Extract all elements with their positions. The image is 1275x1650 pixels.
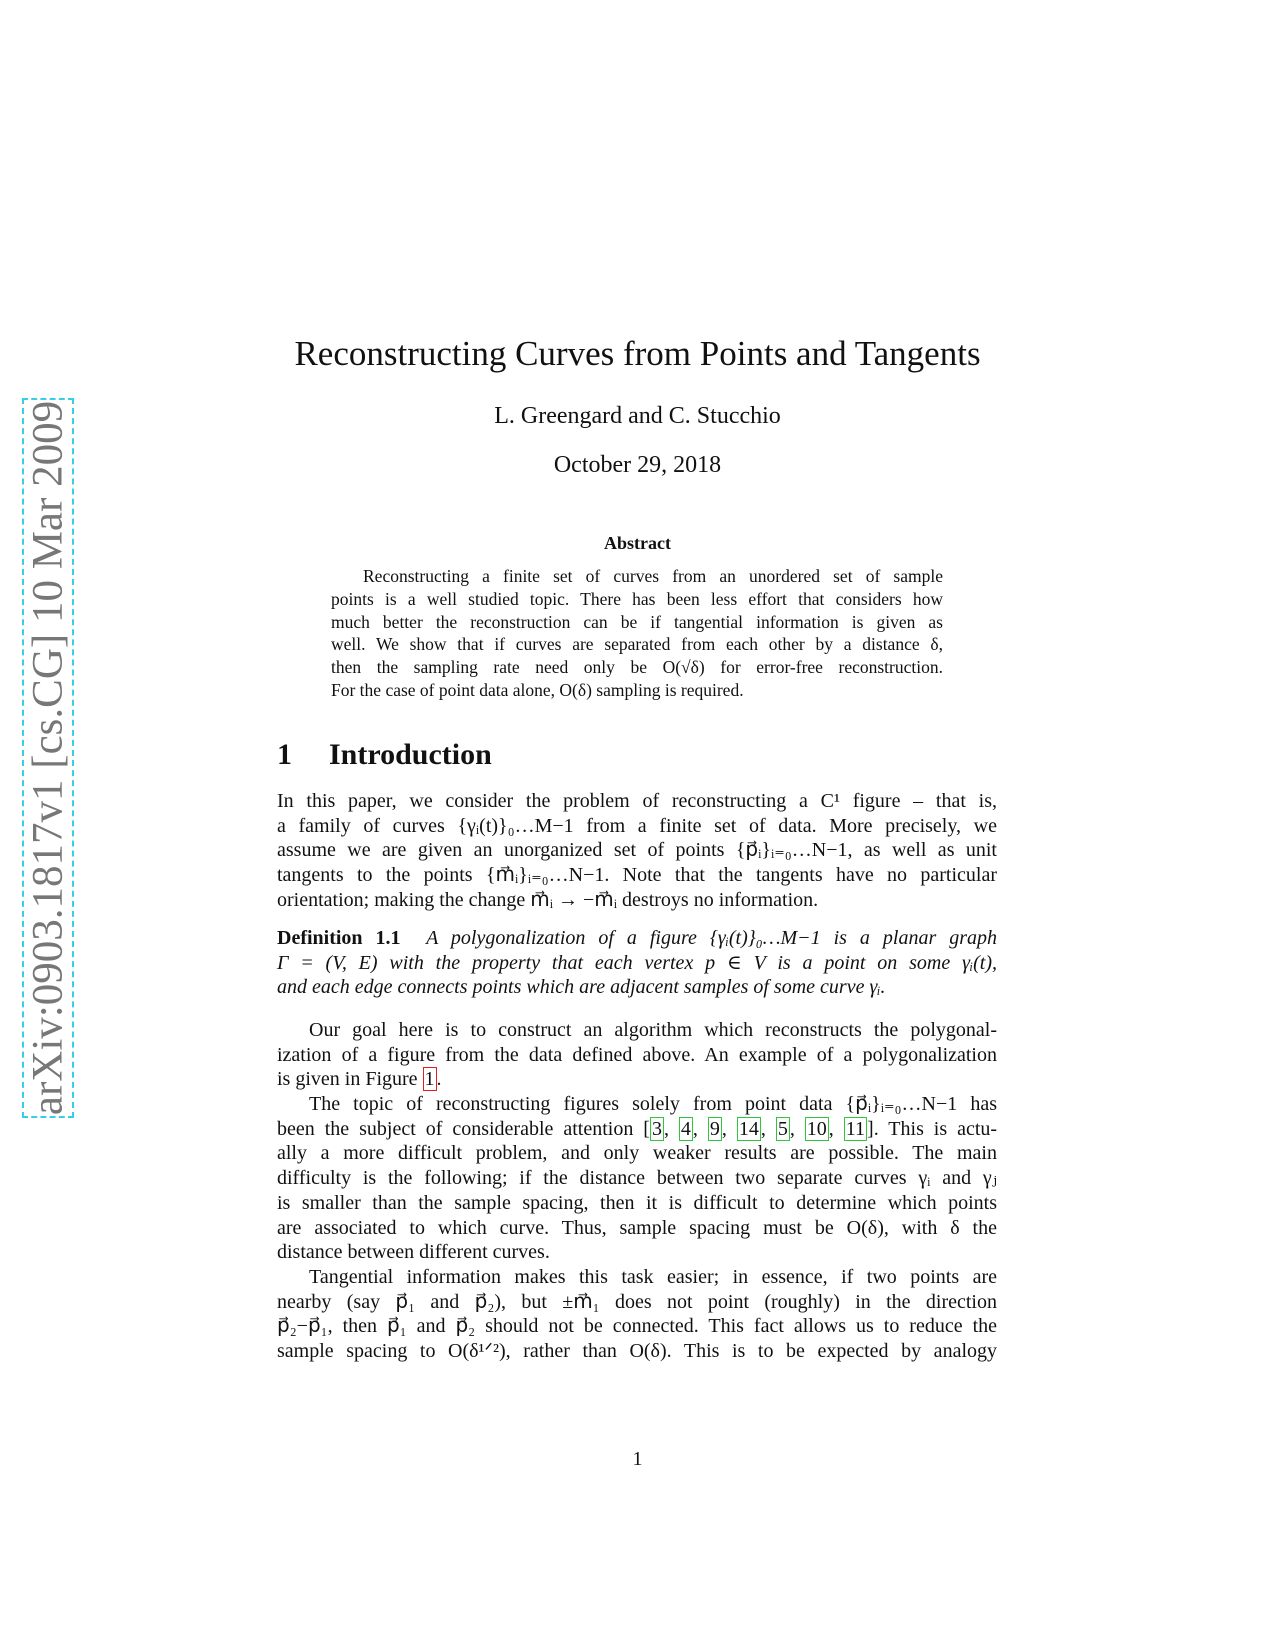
abstract-line: well. We show that if curves are separated from each other by a distance δ, [331,634,943,655]
citation-link[interactable]: 9 [709,1117,720,1140]
text-line: Our goal here is to construct an algorithm which reconstructs the polygonal- [309,1019,997,1041]
abstract-body [331,565,943,702]
definition-block [277,926,997,1000]
text-line [277,1117,997,1142]
definition-line: Γ = (V, E) with the property that each vertex p ∈ V is a point on some γᵢ(t), [277,951,997,974]
definition-label: Definition 1.1 [277,927,401,949]
text-line: nearby (say p⃗₁ and p⃗₂), but ±m⃗₁ does not point (roughly) in the direction [277,1290,997,1313]
text-line: a family of curves {γᵢ(t)}₀…M−1 from a finite set of data. More precisely, we [277,814,997,837]
abstract-line: points is a well studied topic. There has been less effort that considers how [331,588,943,609]
tangential-paragraph [277,1265,997,1364]
abstract-line: much better the reconstruction can be if tangential information is given as [331,611,943,632]
text-fragment: is given in Figure [277,1068,423,1091]
text-fragment: . [436,1068,442,1091]
text-line [277,1067,997,1092]
abstract-line: For the case of point data alone, O(δ) sampling is required. [331,679,744,700]
text-fragment: been the subject of considerable attention [277,1117,644,1140]
date: October 29, 2018 [553,452,722,478]
citation-link[interactable]: 14 [738,1117,759,1140]
text-fragment: . This is actu- [873,1117,998,1140]
authors: L. Greengard and C. Stucchio [494,403,781,429]
citation-list: [ 3 , 4 , 9 , 14 , 5 , 10 , 11 ] [643,1117,874,1140]
citation-link[interactable]: 3 [651,1117,662,1140]
text-line: p⃗₂−p⃗₁, then p⃗₁ and p⃗₂ should not be connected. This fact allows us to reduce the [277,1315,997,1338]
text-line: distance between different curves. [277,1241,550,1264]
abstract-line: Reconstructing a finite set of curves from an unordered set of sample [363,566,943,586]
page-number: 1 [632,1448,643,1470]
section-heading [277,738,492,772]
definition-line: and each edge connects points which are adjacent samples of some curve γᵢ. [277,976,886,999]
text-line: The topic of reconstructing figures solely from point data {p⃗ᵢ}ᵢ₌₀…N−1 has [309,1093,997,1115]
definition-text: A polygonalization of a figure {γᵢ(t)}₀…M−1 is a planar graph [426,927,997,949]
arxiv-stamp [22,398,74,1118]
text-line: ization of a figure from the data defined above. An example of a polygonalization [277,1043,997,1066]
text-line: are associated to which curve. Thus, sample spacing must be O(δ), with δ the [277,1216,997,1239]
text-line: sample spacing to O(δ¹ᐟ²), rather than O(δ). This is to be expected by analogy [277,1340,997,1363]
intro-paragraph [277,789,997,913]
citation-link[interactable]: 4 [680,1117,691,1140]
section-number: 1 [277,738,292,771]
goal-paragraph [277,1018,997,1092]
citation-link[interactable]: 10 [806,1117,827,1140]
text-line: tangents to the points {m⃗ᵢ}ᵢ₌₀…N−1. Note that the tangents have no particular [277,864,997,887]
text-line: In this paper, we consider the problem of reconstructing a C¹ figure – that is, [277,790,997,812]
abstract-line: then the sampling rate need only be O(√δ) for error-free reconstruction. [331,657,943,678]
text-line: assume we are given an unorganized set of points {p⃗ᵢ}ᵢ₌₀…N−1, as well as unit [277,839,997,862]
arxiv-identifier: arXiv:0903.1817v1 [cs.CG] 10 Mar 2009 [24,400,72,1116]
text-line: difficulty is the following; if the distance between two separate curves γᵢ and γⱼ [277,1167,997,1190]
topic-paragraph [277,1092,997,1265]
citation-link[interactable]: 5 [777,1117,788,1140]
citation-link[interactable]: 11 [845,1117,866,1140]
definition-line [277,926,997,951]
figure-reference-link[interactable]: 1 [424,1068,435,1091]
section-title: Introduction [329,738,492,771]
text-line: Tangential information makes this task easier; in essence, if two points are [309,1266,997,1288]
paper-title: Reconstructing Curves from Points and Tangents [294,334,981,373]
text-line: is smaller than the sample spacing, then it is difficult to determine which points [277,1191,997,1214]
text-line: ally a more difficult problem, and only weaker results are possible. The main [277,1142,997,1165]
abstract-heading: Abstract [604,533,671,553]
text-line: orientation; making the change m⃗ᵢ → −m⃗ᵢ destroys no information. [277,888,819,911]
